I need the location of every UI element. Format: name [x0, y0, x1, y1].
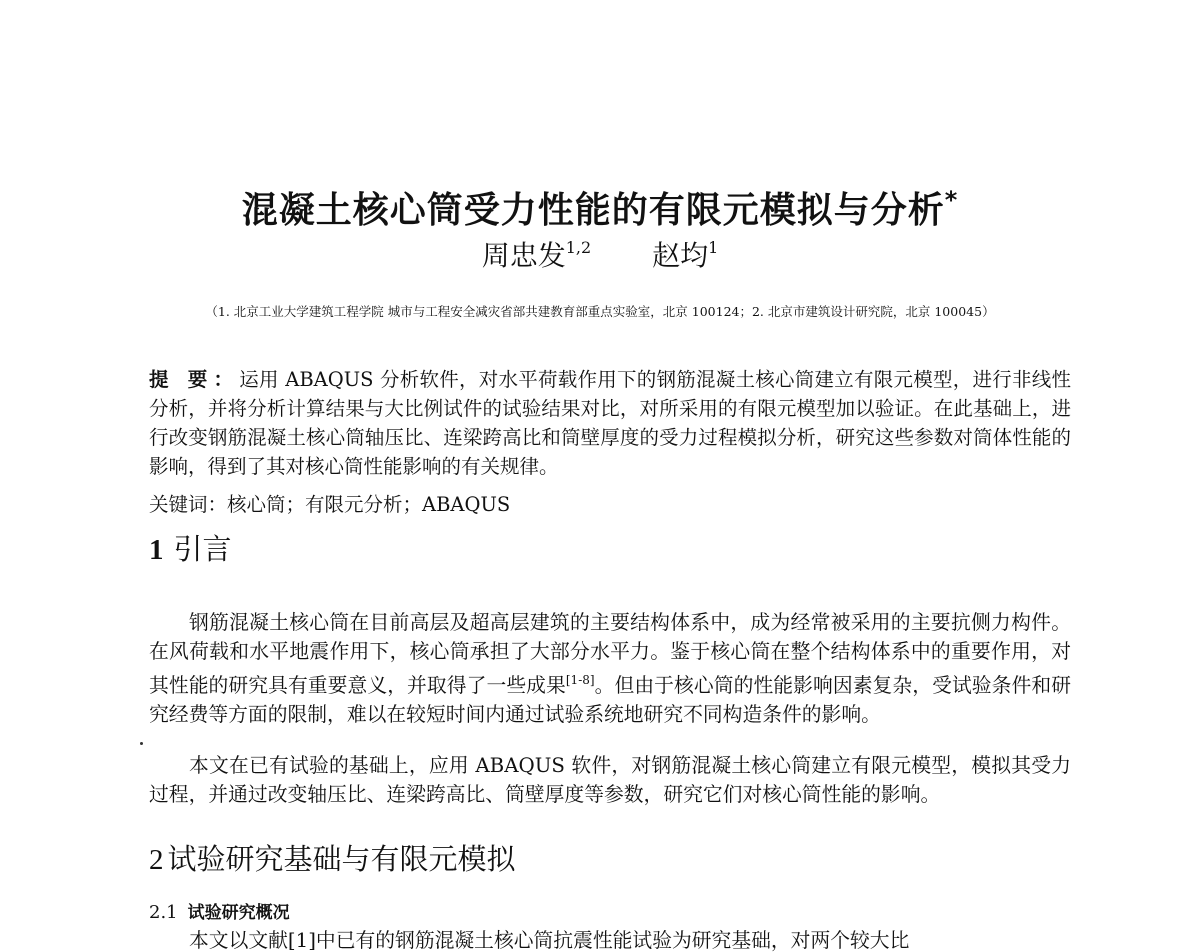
abstract	[149, 365, 1071, 481]
citation-1-8: [1-8]	[565, 673, 595, 687]
title-footnote-mark: *	[944, 186, 959, 215]
section-2-1-paragraph: 本文以文献[1]中已有的钢筋混凝土核心筒抗震性能试验为研究基础，对两个较大比	[189, 929, 910, 952]
author-1	[482, 239, 591, 272]
keywords-label: 关键词：	[149, 493, 228, 516]
section-2-title: 试验研究基础与有限元模拟	[167, 842, 516, 876]
intro-p1-text-a: 钢筋混凝土核心筒在目前高层及超高层建筑的主要结构体系中，成为经常被采用的主要抗侧力构件。在风荷载和水平地震作用下，核心筒承担了大部分水平力。鉴于核心筒在整个结构体系中的重要作用，对其性能的研究具有重要意义，并取得了一些成果	[149, 611, 1071, 697]
intro-paragraph-2: 本文在已有试验的基础上，应用 ABAQUS 软件，对钢筋混凝土核心筒建立有限元模型，模拟其受力过程，并通过改变轴压比、连梁跨高比、筒壁厚度等参数，研究它们对核心筒性能的影响。	[149, 754, 1071, 806]
author-2-affiliation-mark: 1	[708, 238, 719, 257]
subsection-2-1-heading	[149, 902, 290, 924]
paper-title	[0, 186, 1200, 232]
author-1-affiliation-mark: 1,2	[565, 238, 592, 257]
author-2	[652, 239, 718, 272]
scan-speck	[140, 742, 143, 745]
keywords-text: 核心筒；有限元分析；ABAQUS	[227, 493, 511, 516]
keywords	[149, 490, 1071, 519]
subsection-2-1-number: 2.1	[149, 902, 178, 923]
affiliation-line: （1. 北京工业大学建筑工程学院 城市与工程安全减灾省部共建教育部重点实验室，北京 100124；2. 北京市建筑设计研究院，北京 100045）	[205, 304, 995, 319]
abstract-text: 运用 ABAQUS 分析软件，对水平荷载作用下的钢筋混凝土核心筒建立有限元模型，进行非线性分析，并将分析计算结果与大比例试件的试验结果对比，对所采用的有限元模型加以验证。在此基础上，进行改变钢筋混凝土核心筒轴压比、连梁跨高比和筒壁厚度的受力过程模拟分析，研究这些参数对筒体性能的影响，得到了其对核心筒性能影响的有关规律。	[149, 368, 1071, 478]
author-list	[0, 238, 1200, 273]
section-1-heading	[149, 532, 232, 568]
author-2-name: 赵均	[652, 239, 709, 272]
intro-paragraph-1	[149, 609, 1071, 729]
subsection-2-1-title: 试验研究概况	[187, 903, 290, 923]
author-1-name: 周忠发	[481, 239, 566, 272]
section-1-title: 引言	[173, 532, 232, 566]
title-text: 混凝土核心筒受力性能的有限元模拟与分析	[241, 190, 945, 232]
section-2-number: 2	[149, 844, 164, 876]
section-2-heading	[149, 842, 516, 878]
abstract-label: 提 要：	[149, 368, 240, 391]
intro-p1-text-b: 。但由于核心筒的性能影响因素复杂，受试验条件和研究经费等方面的限制，难以在较短时间内通过试验系统地研究不同构造条件的影响。	[149, 674, 1071, 726]
section-1-number: 1	[149, 534, 164, 566]
